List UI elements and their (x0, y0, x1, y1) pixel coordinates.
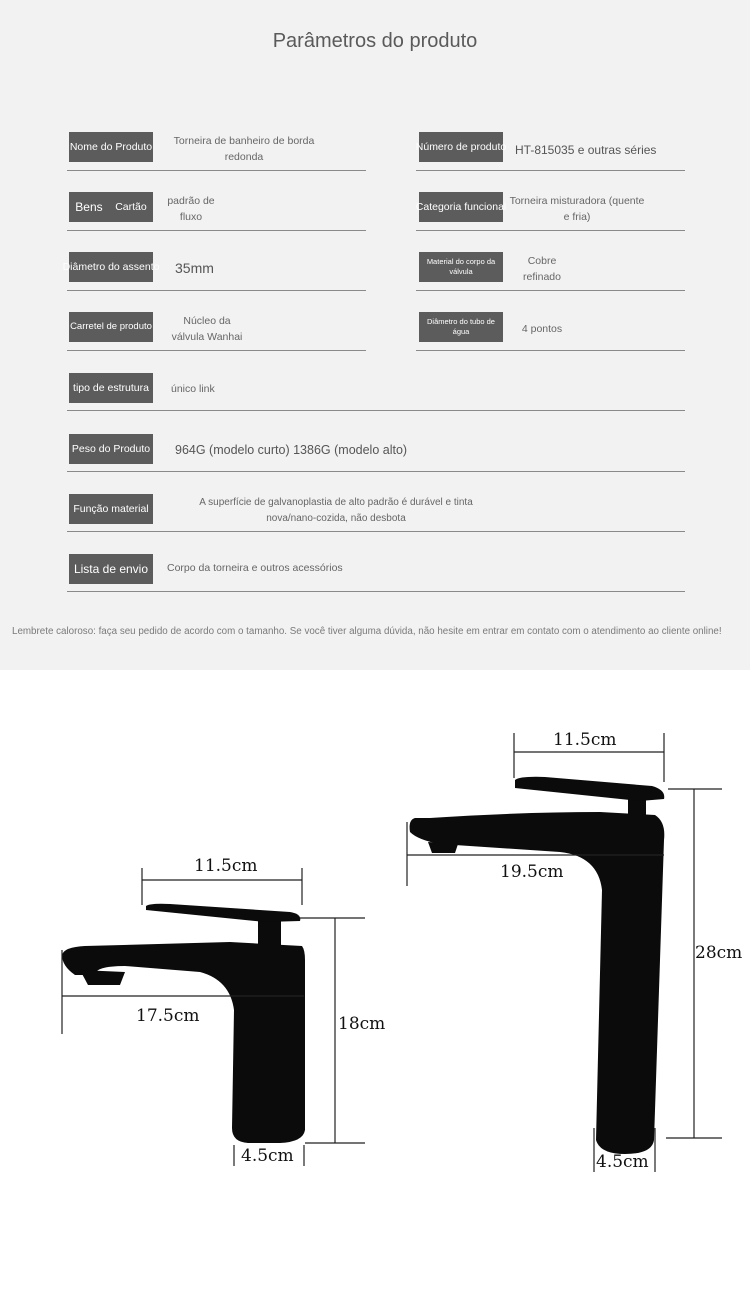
param-label-part: Bens (75, 200, 103, 214)
param-label: Material do corpo da válvula (419, 252, 503, 282)
param-value: Torneira misturadora (quente e fria) (509, 195, 645, 223)
short-height-dimension: 18cm (338, 1014, 386, 1034)
param-value: padrão de fluxo (167, 195, 215, 223)
param-label: Diâmetro do assento (69, 252, 153, 282)
param-value: Cobre refinado (523, 255, 561, 283)
short-faucet-spout-tip (80, 970, 125, 985)
warm-reminder-note: Lembrete caloroso: faça seu pedido de acordo com o tamanho. Se você tiver alguma dúvida, não hesite em entrar em contato com o atendimento ao cliente online! (12, 626, 722, 637)
param-label: Categoria funcional (419, 192, 503, 222)
param-value: Torneira de banheiro de borda redonda (173, 135, 315, 163)
tall-handle-dimension: 11.5cm (553, 730, 617, 750)
param-label: tipo de estrutura (69, 373, 153, 403)
param-label-part: Cartão (115, 201, 147, 213)
param-value: Corpo da torneira e outros acessórios (167, 562, 343, 574)
tall-faucet-handle (515, 777, 664, 801)
param-value: Núcleo da válvula Wanhai (171, 315, 243, 343)
short-faucet-lever (258, 920, 281, 945)
short-length-dimension: 17.5cm (136, 1006, 200, 1026)
param-value: HT-815035 e outras séries (515, 143, 657, 157)
tall-height-dimension: 28cm (695, 943, 743, 963)
short-base-dimension: 4.5cm (241, 1146, 294, 1166)
param-value: 35mm (175, 260, 214, 276)
param-label: Diâmetro do tubo de água (419, 312, 503, 342)
param-value: 4 pontos (521, 323, 563, 335)
param-label: Função material (69, 494, 153, 524)
param-value: 964G (modelo curto) 1386G (modelo alto) (175, 443, 408, 457)
short-faucet-handle (146, 904, 300, 922)
param-label: Carretel de produto (69, 312, 153, 342)
param-value: A superfície de galvanoplastia de alto padrão é durável e tinta nova/nano-cozida, não desbota (199, 497, 473, 524)
page-title: Parâmetros do produto (272, 30, 478, 52)
tall-length-dimension: 19.5cm (500, 862, 564, 882)
param-label: Nome do Produto (69, 132, 153, 162)
param-label: Lista de envio (69, 554, 153, 584)
param-label: Peso do Produto (69, 434, 153, 464)
param-label: Número de produto (419, 132, 503, 162)
tall-base-dimension: 4.5cm (596, 1152, 649, 1172)
param-value: único link (171, 383, 215, 395)
short-handle-dimension: 11.5cm (194, 856, 258, 876)
